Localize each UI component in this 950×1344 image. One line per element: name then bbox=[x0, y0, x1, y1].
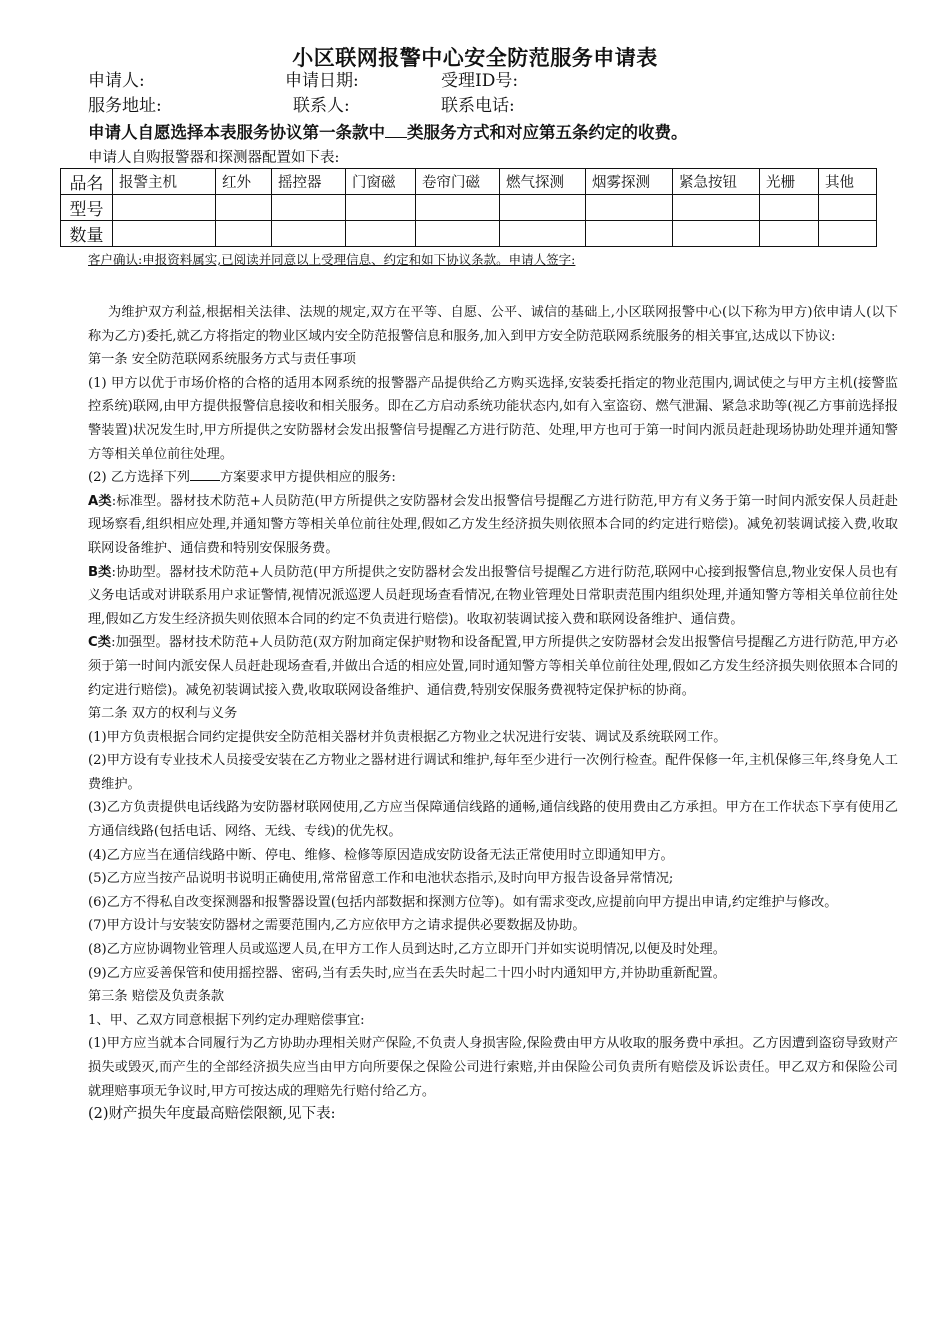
article-2-item: (3)乙方负责提供电话线路为安防器材联网使用,乙方应当保障通信线路的通畅,通信线路的使用费由乙方承担。甲方在工作状态下享有使用乙方通信线路(包括电话、网络、无线、专线)的优先权。 bbox=[88, 800, 898, 840]
model-cell[interactable] bbox=[500, 195, 586, 221]
plan-blank bbox=[190, 468, 220, 481]
type-c-label: C类 bbox=[88, 635, 112, 651]
model-cell[interactable] bbox=[819, 195, 877, 221]
accept-id-label: 受理ID号: bbox=[441, 71, 519, 91]
selection-text-after: 类服务方式和对应第五条约定的收费。 bbox=[407, 123, 688, 142]
quantity-cell[interactable] bbox=[500, 221, 586, 247]
article-3-subheading: 1、甲、乙双方同意根据下列约定办理赔偿事宜: bbox=[88, 1012, 365, 1028]
type-c-text: :加强型。器材技术防范+人员防范(双方附加商定保护财物和设备配置,甲方所提供之安防器材会发出报警信号提醒乙方进行防范,甲方必须于第一时间内派安保人员赶赴现场查看,并做出合适的相应处置,同时通知警方等相关单位前往处理,假如乙方发生经济损失则依照本合同的约定进行赔偿)。减免初装调试接入费,收取联网设备维护、通信费,特别安保服务费视特定保护标的协商。 bbox=[88, 635, 898, 698]
model-cell[interactable] bbox=[216, 195, 272, 221]
col-header: 光栅 bbox=[760, 169, 819, 195]
agreement-intro: 为维护双方利益,根据相关法律、法规的规定,双方在平等、自愿、公平、诚信的基础上,小区联网报警中心(以下称为甲方)依申请人(以下称为乙方)委托,就乙方将指定的物业区域内安全防范报警信息和服务,加入到甲方安全防范联网系统服务的相关事宜,达成以下协议: bbox=[88, 305, 898, 344]
model-cell[interactable] bbox=[113, 195, 216, 221]
table-row-name bbox=[61, 169, 877, 195]
article-2-item: (6)乙方不得私自改变探测器和报警器设置(包括内部数据和探测方位等)。如有需求变改,应提前向甲方提出申请,约定维护与修改。 bbox=[88, 894, 838, 910]
model-cell[interactable] bbox=[673, 195, 760, 221]
customer-confirmation: 客户确认:申报资料属实,已阅读并同意以上受理信息、约定和如下协议条款。申请人签字: bbox=[88, 252, 576, 267]
self-purchase-note: 申请人自购报警器和探测器配置如下表: bbox=[88, 150, 340, 166]
quantity-cell[interactable] bbox=[673, 221, 760, 247]
article-2-item: (8)乙方应协调物业管理人员或巡逻人员,在甲方工作人员到达时,乙方立即开门并如实说明情况,以便及时处理。 bbox=[88, 942, 726, 958]
article-1-clause-2 bbox=[88, 466, 898, 490]
quantity-cell[interactable] bbox=[416, 221, 500, 247]
quantity-cell[interactable] bbox=[760, 221, 819, 247]
clause-2-text-after: 方案要求甲方提供相应的服务: bbox=[220, 470, 396, 486]
row-header-name: 品名 bbox=[61, 169, 113, 195]
type-a-label: A类 bbox=[88, 493, 112, 509]
col-header: 烟雾探测 bbox=[586, 169, 673, 195]
selection-blank bbox=[385, 123, 407, 138]
apply-date-label: 申请日期: bbox=[285, 71, 359, 91]
type-b-text: :协助型。器材技术防范+人员防范(甲方所提供之安防器材会发出报警信号提醒乙方进行防范,联网中心接到报警信息,物业安保人员也有义务电话或对讲联系用户求证警情,视情况派巡逻人员赶现场查看情况,在物业管理处日常职责范围内组织处理,并通知警方等相关单位前往处理,假如乙方发生经济损失则依照本合同的约定不负责进行赔偿)。收取初装调试接入费和联网设备维护、通信费。 bbox=[88, 564, 898, 627]
phone-label: 联系电话: bbox=[441, 96, 515, 116]
equipment-table bbox=[60, 168, 877, 247]
model-cell[interactable] bbox=[586, 195, 673, 221]
quantity-cell[interactable] bbox=[346, 221, 416, 247]
col-header: 摇控器 bbox=[272, 169, 346, 195]
col-header: 卷帘门磁 bbox=[416, 169, 500, 195]
model-cell[interactable] bbox=[272, 195, 346, 221]
col-header: 门窗磁 bbox=[346, 169, 416, 195]
article-3-title: 第三条 赔偿及负责条款 bbox=[88, 989, 225, 1005]
article-2-item: (1)甲方负责根据合同约定提供安全防范相关器材并负责根据乙方物业之状况进行安装、调试及系统联网工作。 bbox=[88, 729, 727, 745]
article-2-item: (4)乙方应当在通信线路中断、停电、维修、检修等原因造成安防设备无法正常使用时立即通知甲方。 bbox=[88, 847, 674, 863]
article-3-clause-1: (1)甲方应当就本合同履行为乙方协助办理相关财产保险,不负责人身损害险,保险费由甲方从收取的服务费中承担。乙方因遭到盗窃导致财产损失或毁灭,而产生的全部经济损失应当由甲方向所要保之保险公司进行索赔,并由保险公司负责所有赔偿及诉讼责任。甲乙双方和保险公司就理赔事项无争议时,甲方可按达成的理赔先行赔付给乙方。 bbox=[88, 1036, 898, 1099]
quantity-cell[interactable] bbox=[272, 221, 346, 247]
type-b-label: B类 bbox=[88, 564, 112, 580]
type-c-paragraph bbox=[88, 631, 898, 702]
selection-text-before: 申请人自愿选择本表服务协议第一条款中 bbox=[88, 123, 385, 142]
row-header-quantity: 数量 bbox=[61, 221, 113, 247]
model-cell[interactable] bbox=[416, 195, 500, 221]
contact-label: 联系人: bbox=[293, 96, 350, 116]
clause-2-text-before: (2) 乙方选择下列 bbox=[88, 470, 190, 486]
model-cell[interactable] bbox=[346, 195, 416, 221]
type-a-text: :标准型。器材技术防范+人员防范(甲方所提供之安防器材会发出报警信号提醒乙方进行防范,甲方有义务于第一时间内派安保人员赶赴现场察看,组织相应处理,并通知警方等相关单位前往处理,假如乙方发生经济损失则依照本合同的约定进行赔偿)。减免初装调试接入费,收取联网设备维护、通信费和特别安保服务费。 bbox=[88, 493, 898, 556]
col-header: 燃气探测 bbox=[500, 169, 586, 195]
col-header: 报警主机 bbox=[113, 169, 216, 195]
col-header: 其他 bbox=[819, 169, 877, 195]
form-title: 小区联网报警中心安全防范服务申请表 bbox=[292, 45, 658, 70]
article-1-clause-1: (1) 甲方以优于市场价格的合格的适用本网系统的报警器产品提供给乙方购买选择,安装委托指定的物业范围内,调试使之与甲方主机(接警监控系统)联网,由甲方提供报警信息接收和相关服务。即在乙方启动系统功能状态内,如有入室盗窃、燃气泄漏、紧急求助等(视乙方事前选择报警装置)状况发生时,甲方所提供之安防器材会发出报警信号提醒乙方进行防范、处理,甲方也可于第一时间内派员赶赴现场协助处理并通知警方等相关单位前往处理。 bbox=[88, 375, 898, 462]
table-row-quantity bbox=[61, 221, 877, 247]
service-selection-statement bbox=[88, 119, 688, 143]
table-row-model bbox=[61, 195, 877, 221]
quantity-cell[interactable] bbox=[216, 221, 272, 247]
article-3-clause-2: (2)财产损失年度最高赔偿限额,见下表: bbox=[88, 1106, 336, 1123]
col-header: 紧急按钮 bbox=[673, 169, 760, 195]
article-2-item: (5)乙方应当按产品说明书说明正确使用,常常留意工作和电池状态指示,及时向甲方报告设备异常情况; bbox=[88, 871, 674, 887]
col-header: 红外 bbox=[216, 169, 272, 195]
article-2-item: (7)甲方设计与安装安防器材之需要范围内,乙方应依甲方之请求提供必要数据及协助。 bbox=[88, 918, 586, 934]
article-2-title: 第二条 双方的权利与义务 bbox=[88, 706, 238, 722]
model-cell[interactable] bbox=[760, 195, 819, 221]
type-b-paragraph bbox=[88, 561, 898, 632]
agreement-body bbox=[88, 301, 898, 1127]
article-2-item: (2)甲方设有专业技术人员接受安装在乙方物业之器材进行调试和维护,每年至少进行一次例行检查。配件保修一年,主机保修三年,终身免人工费维护。 bbox=[88, 753, 898, 792]
quantity-cell[interactable] bbox=[113, 221, 216, 247]
row-header-model: 型号 bbox=[61, 195, 113, 221]
quantity-cell[interactable] bbox=[819, 221, 877, 247]
type-a-paragraph bbox=[88, 490, 898, 561]
quantity-cell[interactable] bbox=[586, 221, 673, 247]
applicant-label: 申请人: bbox=[88, 71, 145, 91]
article-1-title: 第一条 安全防范联网系统服务方式与责任事项 bbox=[88, 352, 356, 368]
address-label: 服务地址: bbox=[88, 96, 162, 116]
article-2-item: (9)乙方应妥善保管和使用摇控器、密码,当有丢失时,应当在丢失时起二十四小时内通知甲方,并协助重新配置。 bbox=[88, 965, 726, 981]
